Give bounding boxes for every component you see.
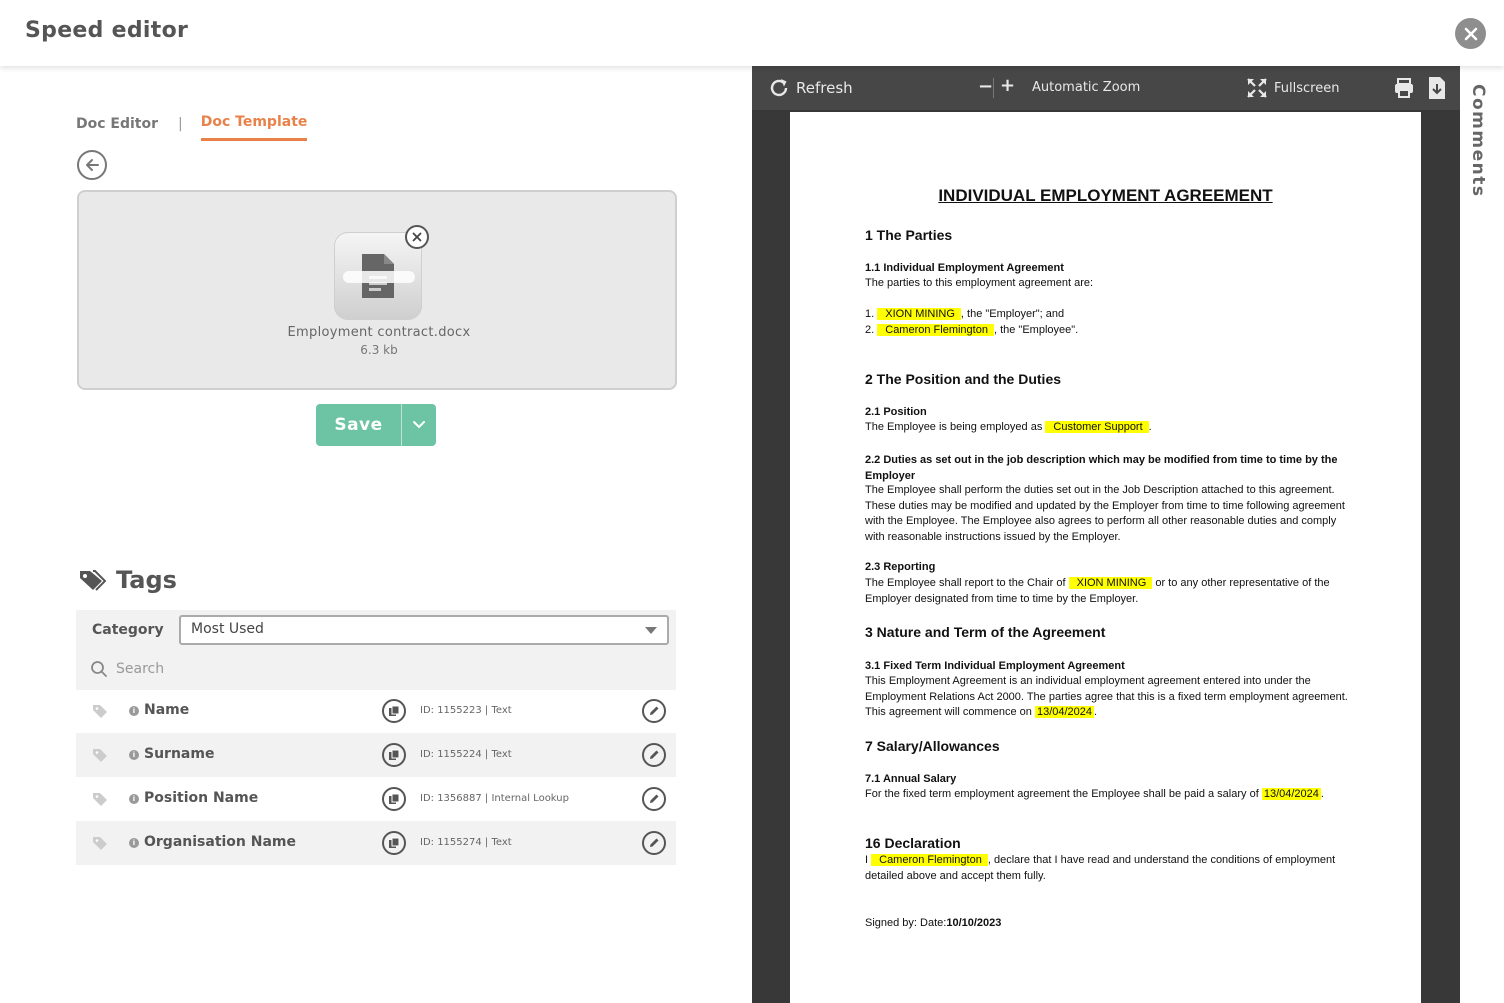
download-button[interactable] xyxy=(1428,76,1446,104)
search-input[interactable] xyxy=(116,661,416,677)
category-value: Most Used xyxy=(191,621,264,637)
pencil-icon xyxy=(648,705,660,717)
start-date-field: 13/04/2024 xyxy=(1036,706,1093,718)
party-suffix: , the "Employee". xyxy=(993,324,1079,336)
punctuation: . xyxy=(1320,788,1324,800)
paragraph-text: The Employee shall report to the Chair of xyxy=(865,577,1066,589)
editor-tabs xyxy=(76,114,307,141)
pencil-icon xyxy=(648,749,660,761)
tag-name: Name xyxy=(144,702,190,718)
tag-name: Position Name xyxy=(144,790,259,806)
paragraph-text: I xyxy=(865,854,869,866)
section-heading: 1 The Parties xyxy=(865,227,953,243)
employee-field: Cameron Flemington xyxy=(877,324,994,336)
paragraph-text: The Employee is being employed as xyxy=(865,421,1043,433)
fullscreen-label: Fullscreen xyxy=(1274,80,1340,96)
party-line xyxy=(865,323,1355,339)
tag-icon xyxy=(92,703,108,719)
employer-field: XION MINING xyxy=(1069,577,1153,589)
list-number: 1. xyxy=(865,308,875,320)
tag-row xyxy=(76,733,676,777)
info-icon[interactable]: i xyxy=(129,838,139,848)
subsection-heading: 2.1 Position xyxy=(865,406,927,418)
edit-tag-button[interactable] xyxy=(642,743,666,767)
comments-toggle[interactable]: Comments xyxy=(1468,84,1488,198)
subsection-heading: 2.2 Duties as set out in the job description which may be modified from time to time by the Employer xyxy=(865,454,1338,482)
print-icon xyxy=(1393,77,1415,99)
fullscreen-button[interactable] xyxy=(1246,77,1339,99)
tag-icon xyxy=(92,747,108,763)
save-button[interactable]: Save xyxy=(334,415,383,435)
dropdown-arrow-icon xyxy=(645,627,657,634)
remove-file-button[interactable] xyxy=(405,225,429,249)
section-heading: 16 Declaration xyxy=(865,835,961,851)
salary-field: 13/04/2024 xyxy=(1263,788,1319,800)
copy-icon xyxy=(388,705,400,717)
save-options-button[interactable] xyxy=(401,404,436,446)
copy-icon xyxy=(388,749,400,761)
position-field: Customer Support xyxy=(1045,421,1148,433)
tab-separator: | xyxy=(178,115,183,132)
tag-row xyxy=(76,821,676,865)
signed-date: 10/10/2023 xyxy=(946,917,1002,929)
paragraph xyxy=(865,787,1355,803)
party-line xyxy=(865,307,1355,323)
copy-tag-button[interactable] xyxy=(382,743,406,767)
tags-heading xyxy=(78,566,177,594)
signature-line xyxy=(865,916,1355,932)
copy-tag-button[interactable] xyxy=(382,787,406,811)
paragraph: The Employee shall perform the duties set out in the Job Description attached to this agreement. These duties may be modified and updated by the Employer from time to time following agreement with the Employee. The Employee also agrees to perform all other reasonable duties and comply with reasonable instructions issued by the Employer. xyxy=(865,484,1345,543)
tags-icon xyxy=(78,568,106,592)
comments-rail xyxy=(1460,66,1504,1003)
tag-name: Surname xyxy=(144,746,215,762)
tag-icon xyxy=(92,791,108,807)
close-icon xyxy=(1464,27,1478,41)
tag-row xyxy=(76,689,676,733)
viewer-toolbar xyxy=(752,66,1460,110)
copy-icon xyxy=(388,837,400,849)
paragraph-text: or to any other representative of the Employer designated from time to time by the Employer. xyxy=(865,577,1330,605)
fullscreen-icon xyxy=(1246,77,1268,99)
close-icon xyxy=(412,232,422,242)
subsection-heading: 1.1 Individual Employment Agreement xyxy=(865,262,1064,274)
subsection-heading: 2.3 Reporting xyxy=(865,561,936,573)
paragraph xyxy=(865,576,1355,607)
file-dropzone[interactable] xyxy=(77,190,677,390)
subsection-heading: 3.1 Fixed Term Individual Employment Agreement xyxy=(865,660,1125,672)
tag-meta: ID: 1356887 | Internal Lookup xyxy=(420,793,569,804)
tag-meta: ID: 1155224 | Text xyxy=(420,749,512,760)
info-icon[interactable]: i xyxy=(129,794,139,804)
signed-label: Signed by: Date: xyxy=(865,917,947,929)
pencil-icon xyxy=(648,837,660,849)
document-title: INDIVIDUAL EMPLOYMENT AGREEMENT xyxy=(938,186,1273,205)
tags-filter xyxy=(76,610,676,690)
refresh-icon xyxy=(768,77,790,99)
copy-tag-button[interactable] xyxy=(382,699,406,723)
print-button[interactable] xyxy=(1393,77,1415,103)
employer-field: XION MINING xyxy=(877,308,961,320)
tag-icon xyxy=(92,835,108,851)
chevron-down-icon xyxy=(412,420,426,430)
document-page xyxy=(790,112,1421,1003)
paragraph-text: This Employment Agreement is an individual employment agreement entered into under the Employment Relations Act 2000. The parties agree that this is a fixed term employment agreement. This agreement will commence on xyxy=(865,675,1348,718)
list-number: 2. xyxy=(865,324,875,336)
file-size: 6.3 kb xyxy=(360,343,398,357)
tag-meta: ID: 1155223 | Text xyxy=(420,705,512,716)
tag-name: Organisation Name xyxy=(144,834,297,850)
subsection-heading: 7.1 Annual Salary xyxy=(865,773,957,785)
header xyxy=(0,0,1504,66)
tags-title: Tags xyxy=(116,566,177,594)
download-icon xyxy=(1428,76,1446,100)
pencil-icon xyxy=(648,793,660,805)
document-viewer xyxy=(752,66,1460,1003)
save-split-button xyxy=(316,404,436,446)
paragraph xyxy=(865,853,1355,884)
zoom-out-button[interactable]: − xyxy=(978,76,994,97)
back-button[interactable] xyxy=(77,150,107,180)
tag-search xyxy=(90,660,416,678)
refresh-button[interactable] xyxy=(768,77,853,99)
search-icon xyxy=(90,660,108,678)
info-icon[interactable]: i xyxy=(129,750,139,760)
info-icon[interactable]: i xyxy=(129,706,139,716)
edit-tag-button[interactable] xyxy=(642,787,666,811)
toolbar-divider xyxy=(993,78,994,98)
refresh-label: Refresh xyxy=(796,79,853,97)
edit-tag-button[interactable] xyxy=(642,831,666,855)
paragraph xyxy=(865,420,1355,436)
category-label: Category xyxy=(92,622,164,638)
file-name: Employment contract.docx xyxy=(287,325,471,340)
section-heading: 2 The Position and the Duties xyxy=(865,371,1062,387)
tab-doc-template[interactable]: Doc Template xyxy=(201,114,308,141)
paragraph xyxy=(865,674,1355,721)
punctuation: . xyxy=(1094,706,1098,718)
arrow-left-icon xyxy=(84,157,100,173)
copy-tag-button[interactable] xyxy=(382,831,406,855)
party-suffix: , the "Employer"; and xyxy=(960,308,1065,320)
paragraph: The parties to this employment agreement are: xyxy=(865,277,1094,289)
page-title: Speed editor xyxy=(25,18,189,43)
category-select[interactable] xyxy=(179,615,669,645)
tag-meta: ID: 1155274 | Text xyxy=(420,837,512,848)
section-heading: 3 Nature and Term of the Agreement xyxy=(865,624,1106,640)
edit-tag-button[interactable] xyxy=(642,699,666,723)
close-button[interactable] xyxy=(1455,18,1486,49)
punctuation: . xyxy=(1148,421,1152,433)
copy-icon xyxy=(388,793,400,805)
paragraph-text: For the fixed term employment agreement the Employee shall be paid a salary of xyxy=(865,788,1259,800)
zoom-in-button[interactable]: + xyxy=(1000,75,1016,96)
section-heading: 7 Salary/Allowances xyxy=(865,738,1000,754)
zoom-select[interactable]: Automatic Zoom xyxy=(1032,80,1141,95)
employee-field: Cameron Flemington xyxy=(871,854,988,866)
paragraph-text: , declare that I have read and understand the conditions of employment detailed above and accept them fully. xyxy=(865,854,1336,882)
tab-doc-editor[interactable]: Doc Editor xyxy=(76,115,159,132)
tag-row xyxy=(76,777,676,821)
